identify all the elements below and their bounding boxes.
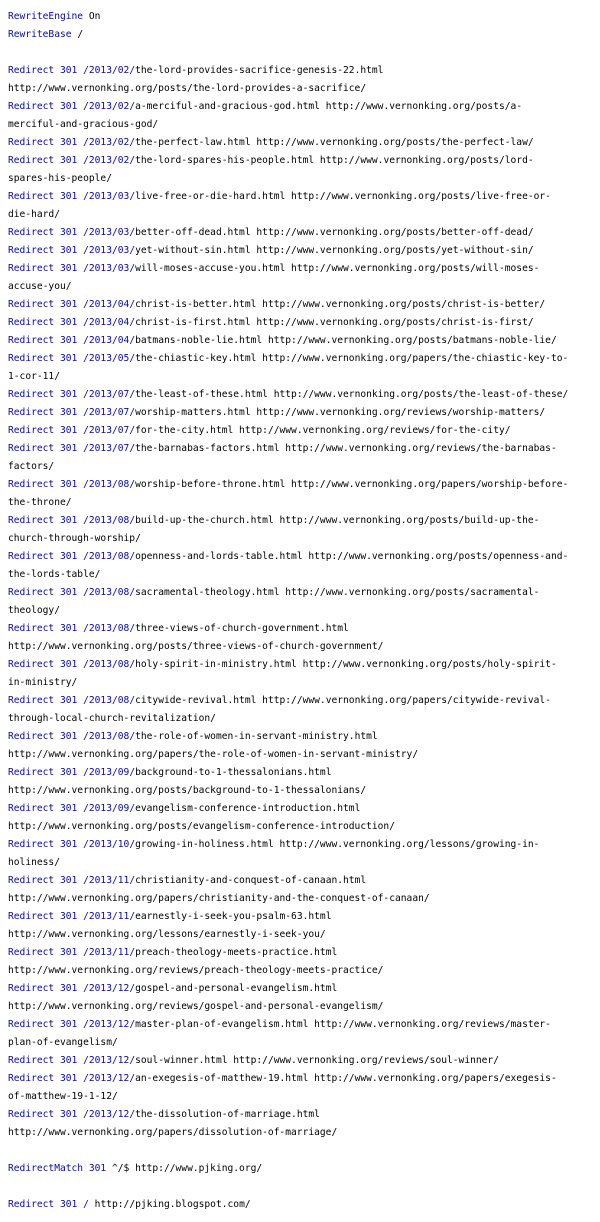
code-line — [8, 242, 600, 260]
line-text: http://www.vernonking.org/lessons/earnestly-i-seek-you/ — [8, 929, 326, 940]
code-line — [8, 584, 600, 602]
code-line — [8, 1034, 600, 1052]
line-text: master-plan-of-evangelism.html http://www.vernonking.org/reviews/master- — [135, 1019, 551, 1030]
line-text: through-local-church-revitalization/ — [8, 713, 216, 724]
line-text: die-hard/ — [8, 209, 60, 220]
code-line — [8, 512, 600, 530]
line-text: gospel-and-personal-evangelism.html — [135, 983, 338, 994]
status-code: 301 — [60, 587, 78, 598]
line-text: the-least-of-these.html http://www.vernonking.org/posts/the-least-of-these/ — [135, 389, 569, 400]
code-line — [8, 278, 600, 296]
line-text: background-to-1-thessalonians.html — [135, 767, 332, 778]
status-code: 301 — [60, 317, 78, 328]
status-code: 301 — [60, 137, 78, 148]
line-text: factors/ — [8, 461, 55, 472]
status-code: 301 — [60, 839, 78, 850]
source-path: /2013/02/ — [83, 155, 136, 166]
line-text: growing-in-holiness.html http://www.vernonking.org/lessons/growing-in- — [135, 839, 540, 850]
source-path: /2013/07/ — [83, 389, 136, 400]
status-code: 301 — [60, 551, 78, 562]
code-line — [8, 152, 600, 170]
code-line — [8, 368, 600, 386]
line-text: the-chiastic-key.html http://www.vernonking.org/papers/the-chiastic-key-to- — [135, 353, 569, 364]
directive-keyword: Redirect — [8, 137, 55, 148]
line-text: accuse-you/ — [8, 281, 72, 292]
status-code: 301 — [60, 1073, 78, 1084]
directive-keyword: Redirect — [8, 245, 55, 256]
code-line — [8, 908, 600, 926]
status-code: 301 — [60, 875, 78, 886]
code-line — [8, 548, 600, 566]
line-text: in-ministry/ — [8, 677, 78, 688]
line-text: a-merciful-and-gracious-god.html http://www.vernonking.org/posts/a- — [135, 101, 523, 112]
line-text: holy-spirit-in-ministry.html http://www.vernonking.org/posts/holy-spirit- — [135, 659, 557, 670]
line-text: openness-and-lords-table.html http://www.vernonking.org/posts/openness-and- — [135, 551, 569, 562]
code-line — [8, 8, 600, 26]
line-text: church-through-worship/ — [8, 533, 141, 544]
code-line — [8, 458, 600, 476]
status-code: 301 — [60, 947, 78, 958]
blank-line — [8, 1178, 600, 1196]
source-path: /2013/03/ — [83, 191, 136, 202]
line-text: the-perfect-law.html http://www.vernonking.org/posts/the-perfect-law/ — [135, 137, 534, 148]
line-text: christ-is-first.html http://www.vernonking.org/posts/christ-is-first/ — [135, 317, 534, 328]
status-code: 301 — [60, 353, 78, 364]
source-path: /2013/12/ — [83, 1019, 136, 1030]
source-path: /2013/04/ — [83, 335, 136, 346]
code-line — [8, 1088, 600, 1106]
code-line — [8, 728, 600, 746]
directive-keyword: Redirect — [8, 659, 55, 670]
line-text: http://www.vernonking.org/papers/christianity-and-the-conquest-of-canaan/ — [8, 893, 430, 904]
line-text: ^/$ http://www.pjking.org/ — [106, 1163, 263, 1174]
code-line — [8, 116, 600, 134]
code-line — [8, 296, 600, 314]
status-code: 301 — [60, 443, 78, 454]
line-text: http://www.vernonking.org/reviews/gospel-and-personal-evangelism/ — [8, 1001, 384, 1012]
line-text: http://pjking.blogspot.com/ — [88, 1199, 251, 1210]
code-line — [8, 836, 600, 854]
code-line — [8, 710, 600, 728]
directive-keyword: Redirect — [8, 1055, 55, 1066]
status-code: 301 — [60, 155, 78, 166]
directive-keyword: Redirect — [8, 551, 55, 562]
code-line — [8, 998, 600, 1016]
code-line — [8, 1052, 600, 1070]
code-line — [8, 62, 600, 80]
source-path: /2013/08/ — [83, 515, 136, 526]
directive-keyword: Redirect — [8, 479, 55, 490]
line-text: / — [71, 29, 84, 40]
code-line — [8, 656, 600, 674]
code-line — [8, 1124, 600, 1142]
source-path: /2013/05/ — [83, 353, 136, 364]
code-line — [8, 530, 600, 548]
directive-keyword: RewriteEngine — [8, 11, 84, 22]
status-code: 301 — [60, 191, 78, 202]
blank-line — [8, 44, 600, 62]
source-path: /2013/08/ — [83, 695, 136, 706]
code-line — [8, 494, 600, 512]
directive-keyword: Redirect — [8, 1199, 55, 1210]
source-path: /2013/08/ — [83, 623, 136, 634]
code-line — [8, 620, 600, 638]
status-code: 301 — [60, 101, 78, 112]
code-line — [8, 854, 600, 872]
source-path: /2013/12/ — [83, 1055, 136, 1066]
source-path: /2013/12/ — [83, 1109, 136, 1120]
code-line — [8, 350, 600, 368]
directive-keyword: Redirect — [8, 263, 55, 274]
code-line — [8, 872, 600, 890]
code-line — [8, 890, 600, 908]
code-line — [8, 188, 600, 206]
directive-keyword: Redirect — [8, 443, 55, 454]
directive-keyword: Redirect — [8, 947, 55, 958]
code-line — [8, 926, 600, 944]
blank-line — [8, 1142, 600, 1160]
code-line — [8, 674, 600, 692]
source-path: /2013/04/ — [83, 299, 136, 310]
code-line — [8, 134, 600, 152]
status-code: 301 — [60, 335, 78, 346]
source-path: / — [83, 1199, 89, 1210]
code-line — [8, 638, 600, 656]
line-text: better-off-dead.html http://www.vernonking.org/posts/better-off-dead/ — [135, 227, 534, 238]
directive-keyword: Redirect — [8, 911, 55, 922]
code-line — [8, 782, 600, 800]
line-text: the-dissolution-of-marriage.html — [135, 1109, 320, 1120]
code-line — [8, 314, 600, 332]
directive-keyword: Redirect — [8, 191, 55, 202]
code-line — [8, 602, 600, 620]
line-text: http://www.vernonking.org/papers/the-role-of-women-in-servant-ministry/ — [8, 749, 419, 760]
source-path: /2013/02/ — [83, 101, 136, 112]
code-line — [8, 80, 600, 98]
line-text: http://www.vernonking.org/posts/background-to-1-thessalonians/ — [8, 785, 367, 796]
line-text: holiness/ — [8, 857, 60, 868]
code-line — [8, 386, 600, 404]
status-code: 301 — [60, 1019, 78, 1030]
code-line — [8, 224, 600, 242]
directive-keyword: RewriteBase — [8, 29, 72, 40]
line-text: the-lord-provides-sacrifice-genesis-22.html — [135, 65, 384, 76]
status-code: 301 — [60, 479, 78, 490]
source-path: /2013/11/ — [83, 875, 136, 886]
status-code: 301 — [60, 659, 78, 670]
line-text: an-exegesis-of-matthew-19.html http://www.vernonking.org/papers/exegesis- — [135, 1073, 557, 1084]
directive-keyword: Redirect — [8, 1019, 55, 1030]
code-line — [8, 332, 600, 350]
code-line — [8, 746, 600, 764]
status-code: 301 — [60, 65, 78, 76]
code-line — [8, 260, 600, 278]
source-path: /2013/12/ — [83, 983, 136, 994]
code-line — [8, 1016, 600, 1034]
status-code: 301 — [60, 299, 78, 310]
code-line — [8, 26, 600, 44]
line-text: will-moses-accuse-you.html http://www.vernonking.org/posts/will-moses- — [135, 263, 540, 274]
line-text: sacramental-theology.html http://www.vernonking.org/posts/sacramental- — [135, 587, 540, 598]
directive-keyword: Redirect — [8, 515, 55, 526]
line-text: yet-without-sin.html http://www.vernonking.org/posts/yet-without-sin/ — [135, 245, 534, 256]
status-code: 301 — [60, 767, 78, 778]
source-path: /2013/07/ — [83, 407, 136, 418]
status-code: 301 — [60, 1199, 78, 1210]
directive-keyword: Redirect — [8, 803, 55, 814]
line-text: evangelism-conference-introduction.html — [135, 803, 361, 814]
line-text: build-up-the-church.html http://www.vernonking.org/posts/build-up-the- — [135, 515, 540, 526]
directive-keyword: Redirect — [8, 425, 55, 436]
line-text: worship-matters.html http://www.vernonking.org/reviews/worship-matters/ — [135, 407, 546, 418]
line-text: soul-winner.html http://www.vernonking.org/reviews/soul-winner/ — [135, 1055, 499, 1066]
line-text: the-lords-table/ — [8, 569, 101, 580]
status-code: 301 — [60, 1055, 78, 1066]
source-path: /2013/08/ — [83, 551, 136, 562]
code-line — [8, 818, 600, 836]
source-path: /2013/02/ — [83, 137, 136, 148]
source-path: /2013/11/ — [83, 911, 136, 922]
code-line — [8, 98, 600, 116]
code-line — [8, 980, 600, 998]
code-line — [8, 440, 600, 458]
line-text: merciful-and-gracious-god/ — [8, 119, 159, 130]
source-path: /2013/03/ — [83, 245, 136, 256]
directive-keyword: Redirect — [8, 299, 55, 310]
line-text: of-matthew-19-1-12/ — [8, 1091, 118, 1102]
source-path: /2013/09/ — [83, 803, 136, 814]
directive-keyword: Redirect — [8, 407, 55, 418]
directive-keyword: Redirect — [8, 983, 55, 994]
status-code: 301 — [60, 515, 78, 526]
line-text: http://www.vernonking.org/reviews/preach-theology-meets-practice/ — [8, 965, 384, 976]
source-path: /2013/03/ — [83, 227, 136, 238]
line-text: theology/ — [8, 605, 60, 616]
code-line — [8, 962, 600, 980]
line-text: the-lord-spares-his-people.html http://www.vernonking.org/posts/lord- — [135, 155, 534, 166]
line-text: http://www.vernonking.org/papers/dissolution-of-marriage/ — [8, 1127, 338, 1138]
line-text: batmans-noble-lie.html http://www.vernonking.org/posts/batmans-noble-lie/ — [135, 335, 557, 346]
directive-keyword: Redirect — [8, 335, 55, 346]
directive-keyword: Redirect — [8, 731, 55, 742]
line-text: live-free-or-die-hard.html http://www.vernonking.org/posts/live-free-or- — [135, 191, 551, 202]
status-code: 301 — [60, 695, 78, 706]
line-text: worship-before-throne.html http://www.vernonking.org/papers/worship-before- — [135, 479, 569, 490]
line-text: 1-cor-11/ — [8, 371, 60, 382]
source-path: /2013/07/ — [83, 443, 136, 454]
line-text: preach-theology-meets-practice.html — [135, 947, 338, 958]
code-line — [8, 170, 600, 188]
code-line — [8, 692, 600, 710]
line-text: three-views-of-church-government.html — [135, 623, 349, 634]
source-path: /2013/02/ — [83, 65, 136, 76]
source-path: /2013/03/ — [83, 263, 136, 274]
code-line — [8, 764, 600, 782]
directive-keyword: Redirect — [8, 1073, 55, 1084]
directive-keyword: Redirect — [8, 767, 55, 778]
line-text: for-the-city.html http://www.vernonking.org/reviews/for-the-city/ — [135, 425, 511, 436]
code-line — [8, 422, 600, 440]
directive-keyword: Redirect — [8, 101, 55, 112]
line-text: citywide-revival.html http://www.vernonking.org/papers/citywide-revival- — [135, 695, 551, 706]
line-text: christ-is-better.html http://www.vernonking.org/posts/christ-is-better/ — [135, 299, 546, 310]
directive-keyword: Redirect — [8, 623, 55, 634]
directive-keyword: Redirect — [8, 317, 55, 328]
line-text: http://www.vernonking.org/posts/three-views-of-church-government/ — [8, 641, 384, 652]
directive-keyword: Redirect — [8, 839, 55, 850]
line-text: earnestly-i-seek-you-psalm-63.html — [135, 911, 332, 922]
status-code: 301 — [60, 407, 78, 418]
source-path: /2013/11/ — [83, 947, 136, 958]
directive-keyword: Redirect — [8, 587, 55, 598]
source-path: /2013/07/ — [83, 425, 136, 436]
line-text: the-role-of-women-in-servant-ministry.html — [135, 731, 378, 742]
status-code: 301 — [60, 731, 78, 742]
line-text: the-barnabas-factors.html http://www.vernonking.org/reviews/the-barnabas- — [135, 443, 557, 454]
source-path: /2013/09/ — [83, 767, 136, 778]
status-code: 301 — [60, 263, 78, 274]
code-line — [8, 1196, 600, 1214]
source-path: /2013/04/ — [83, 317, 136, 328]
line-text: plan-of-evangelism/ — [8, 1037, 118, 1048]
directive-keyword: RedirectMatch — [8, 1163, 84, 1174]
status-code: 301 — [88, 1163, 107, 1174]
code-line — [8, 1070, 600, 1088]
status-code: 301 — [60, 911, 78, 922]
code-line — [8, 566, 600, 584]
code-line — [8, 1160, 600, 1178]
source-path: /2013/10/ — [83, 839, 136, 850]
line-text: spares-his-people/ — [8, 173, 112, 184]
status-code: 301 — [60, 983, 78, 994]
directive-keyword: Redirect — [8, 227, 55, 238]
line-text: the-throne/ — [8, 497, 72, 508]
code-line — [8, 1106, 600, 1124]
code-line — [8, 206, 600, 224]
status-code: 301 — [60, 227, 78, 238]
line-text: http://www.vernonking.org/posts/the-lord-provides-a-sacrifice/ — [8, 83, 367, 94]
directive-keyword: Redirect — [8, 875, 55, 886]
code-line — [8, 404, 600, 422]
directive-keyword: Redirect — [8, 389, 55, 400]
status-code: 301 — [60, 803, 78, 814]
source-path: /2013/08/ — [83, 659, 136, 670]
status-code: 301 — [60, 245, 78, 256]
status-code: 301 — [60, 425, 78, 436]
code-line — [8, 476, 600, 494]
status-code: 301 — [60, 623, 78, 634]
directive-keyword: Redirect — [8, 155, 55, 166]
source-path: /2013/08/ — [83, 479, 136, 490]
source-path: /2013/12/ — [83, 1073, 136, 1084]
code-line — [8, 800, 600, 818]
directive-keyword: Redirect — [8, 1109, 55, 1120]
line-text: On — [83, 11, 101, 22]
status-code: 301 — [60, 389, 78, 400]
source-path: /2013/08/ — [83, 731, 136, 742]
directive-keyword: Redirect — [8, 695, 55, 706]
status-code: 301 — [60, 1109, 78, 1120]
directive-keyword: Redirect — [8, 353, 55, 364]
line-text: http://www.vernonking.org/posts/evangelism-conference-introduction/ — [8, 821, 395, 832]
directive-keyword: Redirect — [8, 65, 55, 76]
line-text: christianity-and-conquest-of-canaan.html — [135, 875, 367, 886]
code-line — [8, 944, 600, 962]
source-path: /2013/08/ — [83, 587, 136, 598]
